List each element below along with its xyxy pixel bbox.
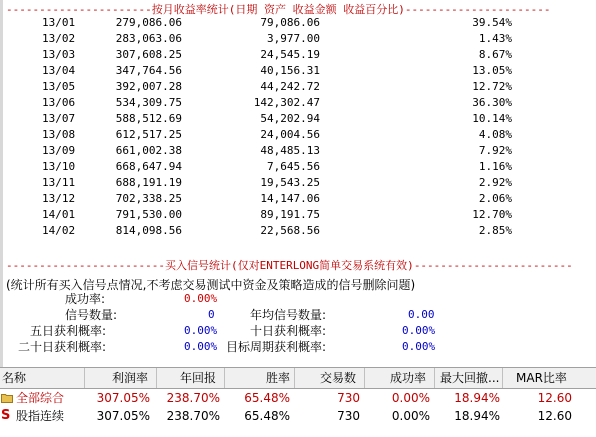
month-profit: 89,191.75 — [260, 208, 320, 221]
ten-day-value: 0.00% — [402, 324, 436, 337]
five-day-value: 0.00% — [184, 324, 218, 337]
row-win: 65.48% — [244, 391, 290, 405]
month-profit: 79,086.06 — [260, 16, 320, 29]
month-asset: 392,007.28 — [115, 80, 182, 93]
grid-header — [0, 367, 596, 389]
month-asset: 661,002.38 — [115, 144, 182, 157]
results-grid — [0, 367, 596, 437]
month-row — [0, 191, 520, 207]
row-trades: 730 — [337, 391, 360, 405]
month-asset: 702,338.25 — [115, 192, 182, 205]
month-profit: 14,147.06 — [260, 192, 320, 205]
month-asset: 307,608.25 — [115, 48, 182, 61]
month-asset: 588,512.69 — [115, 112, 182, 125]
signal-header: ------------------------买入信号统计(仅对ENTERLONG简单交易系统有效)------------------------ — [6, 259, 573, 272]
row-trades: 730 — [337, 409, 360, 423]
col-annual-header[interactable]: 年回报 — [180, 371, 217, 385]
month-asset: 283,063.06 — [115, 32, 182, 45]
month-pct: 12.70% — [472, 208, 512, 221]
row-profit: 307.05% — [96, 391, 150, 405]
col-success-header[interactable]: 成功率 — [390, 371, 427, 385]
month-month: 13/11 — [42, 176, 76, 189]
month-month: 14/01 — [42, 208, 76, 221]
row-mar: 12.60 — [537, 391, 572, 405]
row-annual: 238.70% — [166, 409, 220, 423]
month-row — [0, 159, 520, 175]
month-row — [0, 63, 520, 79]
monthly-header: ----------------------按月收益率统计(日期 资产 收益金额 收益百分比)---------------------- — [6, 3, 551, 16]
month-month: 13/06 — [42, 96, 76, 109]
month-profit: 142,302.47 — [253, 96, 320, 109]
success-rate-label: 成功率: — [65, 292, 106, 306]
row-win: 65.48% — [244, 409, 290, 423]
month-month: 13/05 — [42, 80, 76, 93]
row-name: 全部综合 — [16, 391, 65, 405]
month-row — [0, 207, 520, 223]
month-pct: 7.92% — [478, 144, 512, 157]
month-profit: 48,485.13 — [260, 144, 320, 157]
signal-note: (统计所有买入信号点情况,不考虑交易测试中资金及策略造成的信号删除问题) — [6, 278, 416, 292]
month-pct: 36.30% — [472, 96, 512, 109]
row-drawdown: 18.94% — [454, 391, 500, 405]
month-pct: 39.54% — [472, 16, 512, 29]
month-asset: 279,086.06 — [115, 16, 182, 29]
month-month: 13/09 — [42, 144, 76, 157]
signal-title: 买入信号统计(仅对ENTERLONG简单交易系统有效) — [164, 259, 414, 272]
month-pct: 13.05% — [472, 64, 512, 77]
month-row — [0, 175, 520, 191]
col-drawdown-header[interactable]: 最大回撤... — [440, 371, 500, 385]
month-profit: 24,004.56 — [260, 128, 320, 141]
month-month: 13/03 — [42, 48, 76, 61]
row-name: 股指连续 — [16, 409, 65, 423]
month-row — [0, 143, 520, 159]
month-month: 13/08 — [42, 128, 76, 141]
month-row — [0, 127, 520, 143]
five-day-label: 五日获利概率: — [30, 324, 107, 338]
success-rate-value: 0.00% — [184, 292, 218, 305]
month-asset: 791,530.00 — [115, 208, 182, 221]
month-month: 13/07 — [42, 112, 76, 125]
month-profit: 44,242.72 — [260, 80, 320, 93]
month-month: 13/01 — [42, 16, 76, 29]
col-name-header[interactable]: 名称 — [2, 371, 27, 385]
month-profit: 24,545.19 — [260, 48, 320, 61]
month-profit: 40,156.31 — [260, 64, 320, 77]
table-row[interactable] — [0, 407, 596, 425]
row-annual: 238.70% — [166, 391, 220, 405]
row-success: 0.00% — [391, 391, 430, 405]
month-pct: 1.43% — [478, 32, 512, 45]
month-month: 13/04 — [42, 64, 76, 77]
month-pct: 4.08% — [478, 128, 512, 141]
row-mar: 12.60 — [537, 409, 572, 423]
month-month: 13/12 — [42, 192, 76, 205]
month-month: 13/10 — [42, 160, 76, 173]
signal-count-value: 0 — [208, 308, 215, 321]
month-profit: 7,645.56 — [267, 160, 320, 173]
table-row[interactable] — [0, 389, 596, 407]
month-asset: 347,764.56 — [115, 64, 182, 77]
month-row — [0, 15, 520, 31]
month-pct: 8.67% — [478, 48, 512, 61]
month-row — [0, 79, 520, 95]
month-pct: 2.06% — [478, 192, 512, 205]
month-asset: 688,191.19 — [115, 176, 182, 189]
month-row — [0, 31, 520, 47]
month-pct: 12.72% — [472, 80, 512, 93]
folder-icon — [1, 392, 13, 404]
annual-signal-value: 0.00 — [408, 308, 435, 321]
month-pct: 1.16% — [478, 160, 512, 173]
row-drawdown: 18.94% — [454, 409, 500, 423]
month-profit: 54,202.94 — [260, 112, 320, 125]
month-month: 13/02 — [42, 32, 76, 45]
row-success: 0.00% — [391, 409, 430, 423]
monthly-title: 按月收益率统计(日期 资产 收益金额 收益百分比) — [151, 3, 405, 16]
month-row — [0, 47, 520, 63]
signal-count-label: 信号数量: — [65, 308, 118, 322]
col-mar-header[interactable]: MAR比率 — [516, 371, 567, 385]
month-asset: 534,309.75 — [115, 96, 182, 109]
month-profit: 19,543.25 — [260, 176, 320, 189]
month-asset: 814,098.56 — [115, 224, 182, 237]
month-pct: 2.85% — [478, 224, 512, 237]
twenty-day-label: 二十日获利概率: — [18, 340, 107, 354]
month-pct: 2.92% — [478, 176, 512, 189]
month-profit: 3,977.00 — [267, 32, 320, 45]
row-profit: 307.05% — [96, 409, 150, 423]
month-asset: 668,647.94 — [115, 160, 182, 173]
month-pct: 10.14% — [472, 112, 512, 125]
target-label: 目标周期获利概率: — [226, 340, 327, 354]
target-value: 0.00% — [402, 340, 436, 353]
annual-signal-label: 年均信号数量: — [250, 308, 327, 322]
month-month: 14/02 — [42, 224, 76, 237]
col-trades-header[interactable]: 交易数 — [320, 371, 357, 385]
month-asset: 612,517.25 — [115, 128, 182, 141]
month-row — [0, 111, 520, 127]
col-win-header[interactable]: 胜率 — [266, 371, 291, 385]
col-profit-header[interactable]: 利润率 — [112, 371, 149, 385]
month-row — [0, 95, 520, 111]
s-icon: S — [1, 408, 11, 423]
month-profit: 22,568.56 — [260, 224, 320, 237]
month-row — [0, 223, 520, 239]
twenty-day-value: 0.00% — [184, 340, 218, 353]
ten-day-label: 十日获利概率: — [250, 324, 327, 338]
